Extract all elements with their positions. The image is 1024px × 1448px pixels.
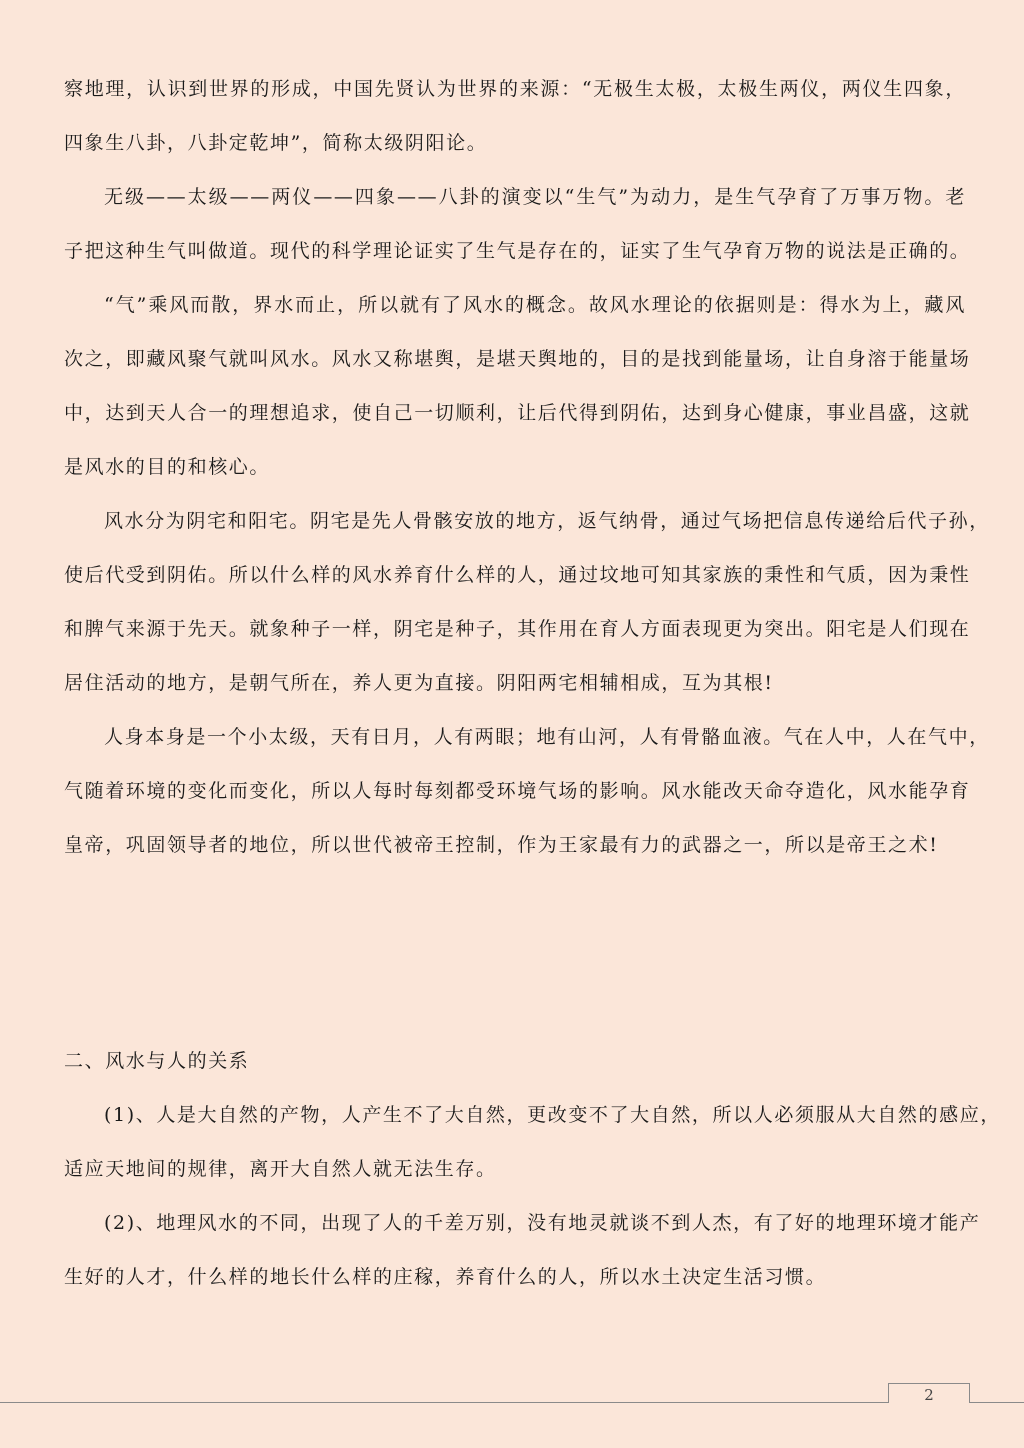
paragraph-3-line-3: 中，达到天人合一的理想追求，使自己一切顺利，让后代得到阴佑，达到身心健康，事业昌盛，这就 bbox=[64, 402, 971, 424]
paragraph-5 bbox=[64, 710, 990, 872]
section-item-1-line-1: (1)、人是大自然的产物，人产生不了大自然，更改变不了大自然，所以人必须服从大自然的感应， bbox=[104, 1104, 1001, 1126]
paragraph-3-line-1: “气”乘风而散，界水而止，所以就有了风水的概念。故风水理论的依据则是：得水为上，藏风 bbox=[104, 294, 966, 316]
footer-rule bbox=[0, 1402, 888, 1403]
paragraph-1-line-2: 四象生八卦，八卦定乾坤”，简称太级阴阳论。 bbox=[64, 132, 488, 154]
paragraph-1 bbox=[64, 62, 966, 170]
paragraph-4-line-3: 和脾气来源于先天。就象种子一样，阴宅是种子，其作用在育人方面表现更为突出。阳宅是人们现在 bbox=[64, 618, 971, 640]
paragraph-3 bbox=[64, 278, 971, 494]
paragraph-4-line-4: 居住活动的地方，是朝气所在，养人更为直接。阴阳两宅相辅相成，互为其根! bbox=[64, 672, 774, 694]
paragraph-4-line-1: 风水分为阴宅和阳宅。阴宅是先人骨骸安放的地方，返气纳骨，通过气场把信息传递给后代子孙， bbox=[104, 510, 990, 532]
section-item-2-line-2: 生好的人才，什么样的地长什么样的庄稼，养育什么的人，所以水土决定生活习惯。 bbox=[64, 1266, 827, 1288]
paragraph-5-line-1: 人身本身是一个小太级，天有日月，人有两眼；地有山河，人有骨骼血液。气在人中，人在气中， bbox=[104, 726, 990, 748]
section-item-2-line-1: (2)、地理风水的不同，出现了人的千差万别，没有地灵就谈不到人杰，有了好的地理环境才能产 bbox=[104, 1212, 981, 1234]
document-body bbox=[64, 62, 1001, 1304]
paragraph-3-line-4: 是风水的目的和核心。 bbox=[64, 456, 271, 478]
section-item-1-line-2: 适应天地间的规律，离开大自然人就无法生存。 bbox=[64, 1158, 497, 1180]
footer-rule-right bbox=[969, 1402, 1024, 1403]
paragraph-1-line-1: 察地理，认识到世界的形成，中国先贤认为世界的来源：“无极生太极，太极生两仪，两仪生四象， bbox=[64, 78, 966, 100]
section-item-1 bbox=[64, 1088, 1001, 1196]
paragraph-2 bbox=[64, 170, 971, 278]
section-item-2 bbox=[64, 1196, 981, 1304]
paragraph-3-line-2: 次之，即藏风聚气就叫风水。风水又称堪舆，是堪天舆地的，目的是找到能量场，让自身溶于能量场 bbox=[64, 348, 971, 370]
paragraph-4-line-2: 使后代受到阴佑。所以什么样的风水养育什么样的人，通过坟地可知其家族的秉性和气质，因为秉性 bbox=[64, 564, 971, 586]
paragraph-5-line-2: 气随着环境的变化而变化，所以人每时每刻都受环境气场的影响。风水能改天命夺造化，风水能孕育 bbox=[64, 780, 971, 802]
paragraph-5-line-3: 皇帝，巩固领导者的地位，所以世代被帝王控制，作为王家最有力的武器之一，所以是帝王之术! bbox=[64, 834, 939, 856]
section-heading: 二、风水与人的关系 bbox=[64, 1050, 250, 1072]
blank-space bbox=[64, 872, 966, 1034]
paragraph-2-line-1: 无级——太级——两仪——四象——八卦的演变以“生气”为动力，是生气孕育了万事万物。老 bbox=[104, 186, 966, 208]
page-number: 2 bbox=[888, 1383, 970, 1403]
paragraph-2-line-2: 子把这种生气叫做道。现代的科学理论证实了生气是存在的，证实了生气孕育万物的说法是正确的。 bbox=[64, 240, 971, 262]
paragraph-4 bbox=[64, 494, 990, 710]
